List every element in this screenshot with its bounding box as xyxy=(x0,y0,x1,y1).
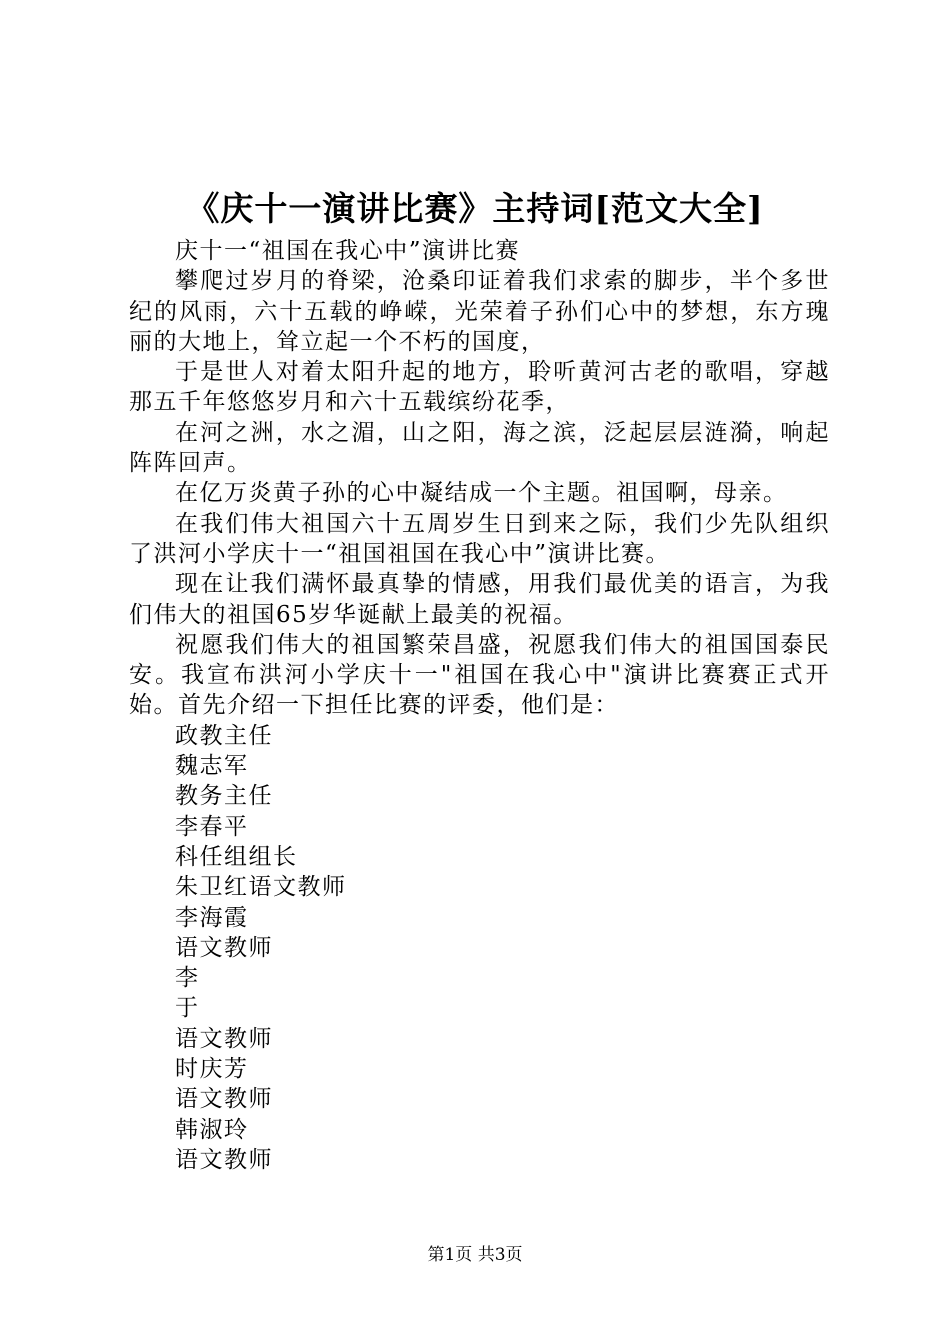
judge-line: 韩淑玲 xyxy=(175,1116,249,1143)
judge-line: 语文教师 xyxy=(175,1086,273,1113)
paragraph: 现在让我们满怀最真挚的情感，用我们最优美的语言，为我们伟大的祖国65岁华诞献上最美的祝福。 xyxy=(129,571,830,628)
judge-line: 语文教师 xyxy=(175,1146,273,1173)
judge-line: 政教主任 xyxy=(175,722,273,749)
paragraph: 祝愿我们伟大的祖国繁荣昌盛，祝愿我们伟大的祖国国泰民安。我宣布洪河小学庆十一"祖国在我心中"演讲比赛赛正式开始。首先介绍一下担任比赛的评委，他们是： xyxy=(129,631,830,719)
paragraph: 在河之洲，水之湄，山之阳，海之滨，泛起层层涟漪，响起阵阵回声。 xyxy=(129,419,830,477)
judge-line: 语文教师 xyxy=(175,1025,273,1052)
page-number-footer: 第1页 共3页 xyxy=(427,1245,523,1265)
paragraph: 在我们伟大祖国六十五周岁生日到来之际，我们少先队组织了洪河小学庆十一“祖国祖国在我心中”演讲比赛。 xyxy=(129,510,830,567)
document-title: 《庆十一演讲比赛》主持词[范文大全] xyxy=(186,189,764,228)
judge-line: 李春平 xyxy=(175,813,249,840)
judge-line: 魏志军 xyxy=(175,753,249,780)
paragraph: 庆十一“祖国在我心中”演讲比赛 xyxy=(175,238,521,264)
judge-line: 教务主任 xyxy=(175,783,273,810)
judge-line: 李海霞 xyxy=(175,904,249,931)
judge-line: 时庆芳 xyxy=(175,1056,249,1083)
judge-line: 朱卫红语文教师 xyxy=(175,874,347,901)
judge-line: 语文教师 xyxy=(175,934,273,961)
paragraph: 于是世人对着太阳升起的地方，聆听黄河古老的歌唱，穿越那五千年悠悠岁月和六十五载缤纷花季， xyxy=(129,359,830,416)
judge-line: 李 xyxy=(175,965,200,992)
judge-line: 于 xyxy=(175,995,200,1022)
paragraph: 攀爬过岁月的脊梁，沧桑印证着我们求索的脚步，半个多世纪的风雨，六十五载的峥嵘，光荣着子孙们心中的梦想，东方瑰丽的大地上，耸立起一个不朽的国度， xyxy=(129,268,830,355)
document-body xyxy=(129,236,830,1175)
paragraph: 在亿万炎黄子孙的心中凝结成一个主题。祖国啊，母亲。 xyxy=(175,480,788,507)
judge-line: 科任组组长 xyxy=(175,843,298,870)
